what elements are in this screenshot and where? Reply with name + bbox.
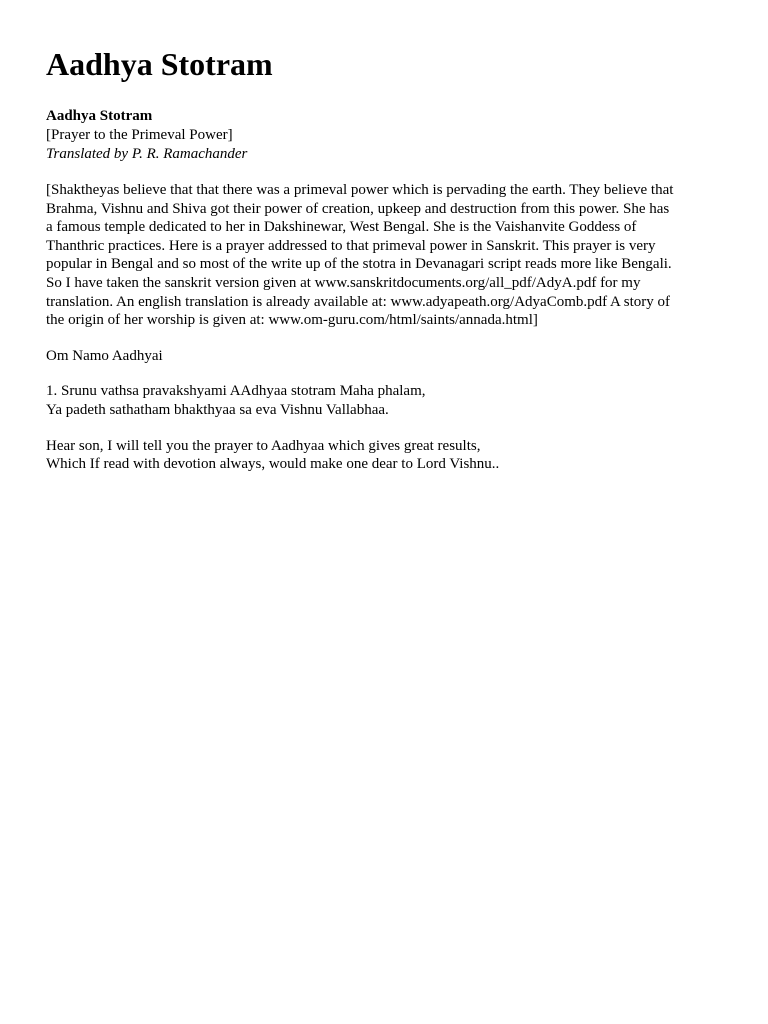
verse-1: 1. Srunu vathsa pravakshyami AAdhyaa stotram Maha phalam, Ya padeth sathatham bhakthyaa sa eva Vishnu Vallabhaa. (46, 383, 426, 418)
translator-credit: Translated by P. R. Ramachander (46, 146, 248, 162)
subtitle: Aadhya Stotram (46, 108, 153, 124)
heading-block (46, 107, 736, 164)
invocation-line: Om Namo Aadhyai (46, 347, 163, 364)
document-title: Aadhya Stotram (46, 46, 273, 82)
translation-1: Hear son, I will tell you the prayer to Aadhyaa which gives great results, Which If read with devotion always, would make one dear to Lord Vishnu.. (46, 437, 500, 473)
intro-paragraph: [Shaktheyas believe that that there was a primeval power which is pervading the earth. They believe that Brahma, Vishnu and Shiva got their power of creation, upkeep and destruction from this power. She has a famous temple dedicated to her in Dakshinewar, West Bengal. She is the Vaishanvite Goddess of Thanthric practices. Here is a prayer addressed to that primeval power in Sanskrit. This prayer is very popular in Bengal and so most of the write up of the stotra in Devanagari script reads more like Bengali. So I have taken the sanskrit version given at www.sanskritdocuments.org/all_pdf/AdyA.pdf for my translation. An english translation is already available at: www.adyapeath.org/AdyaComb.pdf A story of the origin of her worship is given at: www.om-guru.com/html/saints/annada.html] (46, 182, 674, 329)
document-page (46, 44, 736, 474)
caption: [Prayer to the Primeval Power] (46, 127, 233, 143)
